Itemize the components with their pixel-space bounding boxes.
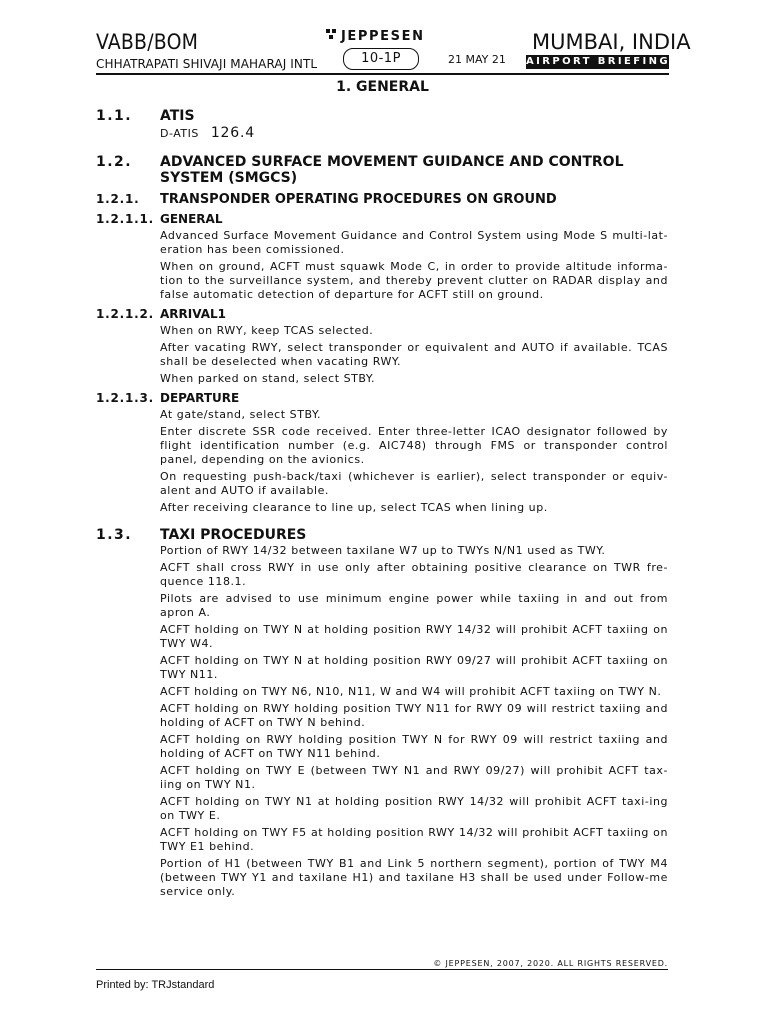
jeppesen-logo [326,29,425,44]
heading-text: TAXI PROCEDURES [160,527,307,543]
paragraph: ACFT holding on TWY N at holding position RWY 14/32 will prohibit ACFT taxiing on TWY W4. [160,623,668,650]
paragraph: Advanced Surface Movement Guidance and Control System using Mode S multi-lat-eration has been comissioned. [160,229,668,256]
heading-arrival [96,307,668,322]
heading-text: DEPARTURE [160,391,240,405]
paragraph: When on RWY, keep TCAS selected. [160,324,374,337]
heading-number: 1.2.1.1. [96,212,155,226]
paragraph: Pilots are advised to use minimum engine power while taxiing in and out from apron A. [160,592,668,619]
jeppesen-logo-icon [326,29,337,43]
heading-text: ATIS [160,108,195,124]
paragraph: At gate/stand, select STBY. [160,408,322,421]
printed-by-text: Printed by: TRJstandard [96,979,215,991]
paragraph: After receiving clearance to line up, select TCAS when lining up. [160,501,548,514]
heading-text: TRANSPONDER OPERATING PROCEDURES ON GROUND [160,192,557,207]
airport-identifier: VABB/BOM [96,30,199,54]
paragraph: After vacating RWY, select transponder or equivalent and AUTO if available. TCAS shall be deselected when vacating RWY. [160,341,668,368]
heading-text: GENERAL [160,212,223,226]
heading-number: 1.2.1.2. [96,307,155,321]
heading-atis [96,108,668,124]
heading-number: 1.3. [96,527,133,543]
paragraph: ACFT holding on RWY holding position TWY N for RWY 09 will restrict taxiing and holding of ACFT on TWY N11 behind. [160,733,668,760]
city-country: MUMBAI, INDIA [532,30,691,54]
paragraph: ACFT holding on TWY N6, N10, N11, W and W4 will prohibit ACFT taxiing on TWY N. [160,685,662,698]
atis-frequency-row [96,125,668,142]
heading-taxi-procedures [96,527,668,543]
paragraph: ACFT holding on TWY E (between TWY N1 and RWY 09/27) will prohibit ACFT tax-iing on TWY N1. [160,764,668,791]
atis-label: D-ATIS [160,127,199,140]
heading-text: ADVANCED SURFACE MOVEMENT GUIDANCE AND CONTROL SYSTEM (SMGCS) [160,154,624,186]
heading-transponder-procedures [96,192,668,207]
heading-number: 1.2.1. [96,192,140,206]
paragraph: On requesting push-back/taxi (whichever is earlier), select transponder or equiv-alent and AUTO if available. [160,470,668,497]
chart-date: 21 MAY 21 [448,53,506,66]
paragraph: ACFT holding on TWY F5 at holding position RWY 14/32 will prohibit ACFT taxiing on TWY E1 behind. [160,826,668,853]
atis-frequency: 126.4 [210,125,255,141]
paragraph: When parked on stand, select STBY. [160,372,375,385]
paragraph: ACFT holding on TWY N1 at holding position RWY 14/32 will prohibit ACFT taxi-ing on TWY E. [160,795,668,822]
airport-briefing-banner: AIRPORT BRIEFING [526,56,670,67]
heading-number: 1.1. [96,108,133,124]
heading-departure [96,391,668,406]
airport-name: CHHATRAPATI SHIVAJI MAHARAJ INTL [96,57,318,71]
heading-number: 1.2.1.3. [96,391,155,405]
logo-text: JEPPESEN [341,29,425,44]
heading-general [96,212,668,227]
section-title: 1. GENERAL [336,79,429,95]
paragraph: Portion of RWY 14/32 between taxilane W7 up to TWYs N/N1 used as TWY. [160,544,606,557]
heading-text: ARRIVAL1 [160,307,226,321]
header-left [96,30,317,71]
document-body [96,107,668,899]
paragraph: Enter discrete SSR code received. Enter three-letter ICAO designator followed by flight identification number (e.g. AIC748) through FMS or transponder control panel, depending on the avionics. [160,425,668,466]
paragraph: Portion of H1 (between TWY B1 and Link 5 northern segment), portion of TWY M4 (between TWY Y1 and taxilane H1) and taxilane H3 shall be used under Follow-me service only. [160,857,668,898]
paragraph: ACFT holding on RWY holding position TWY N11 for RWY 09 will restrict taxiing and holding of ACFT on TWY N behind. [160,702,668,729]
paragraph: When on ground, ACFT must squawk Mode C, in order to provide altitude informa-tion to the surveillance system, and thereby prevent clutter on RADAR display and false automatic detection of departure for ACFT still on ground. [160,260,668,301]
header-divider [96,73,669,75]
paragraph: ACFT holding on TWY N at holding position RWY 09/27 will prohibit ACFT taxiing on TWY N11. [160,654,668,681]
footer-divider [96,969,668,970]
heading-number: 1.2. [96,154,133,170]
copyright-notice: © JEPPESEN, 2007, 2020. ALL RIGHTS RESERVED. [433,959,668,968]
paragraph: ACFT shall cross RWY in use only after obtaining positive clearance on TWR fre-quence 118.1. [160,561,668,588]
heading-smgcs [96,154,668,186]
chart-number: 10-1P [343,48,419,70]
